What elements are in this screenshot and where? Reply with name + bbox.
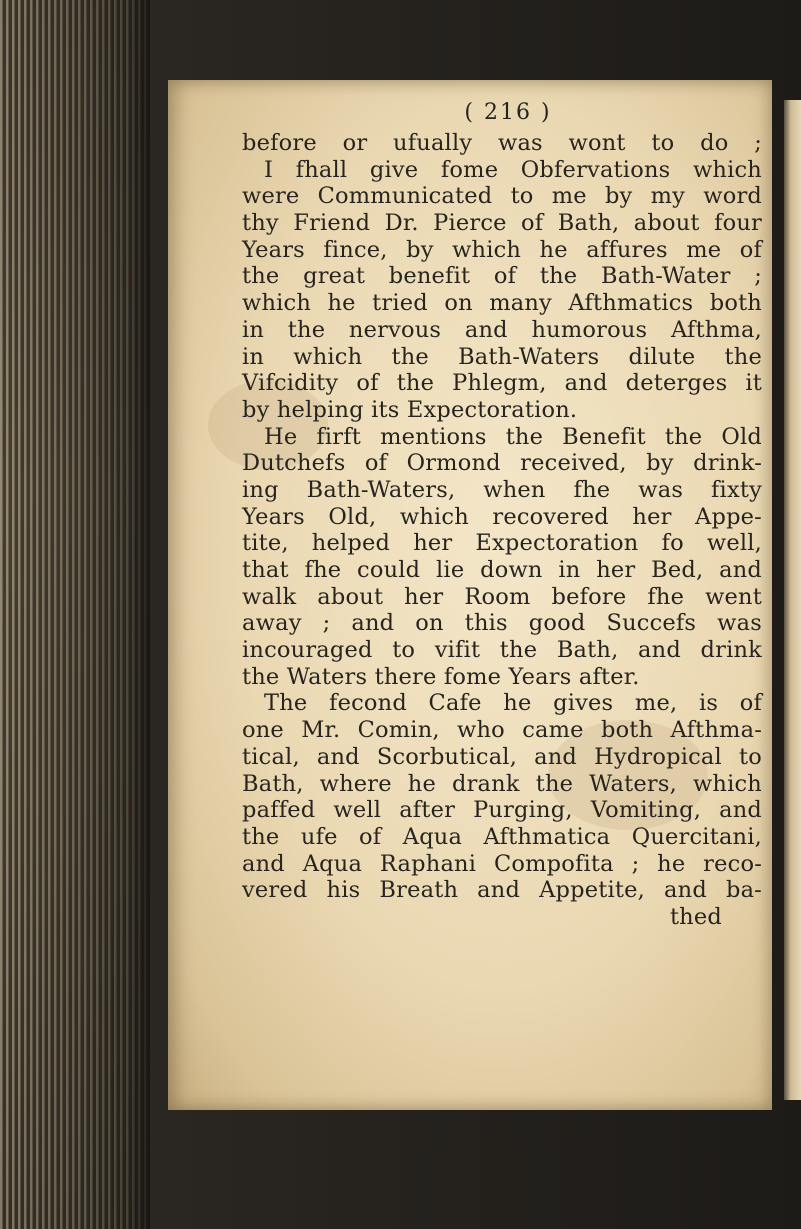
text-line: the great benefit of the Bath-Water ; bbox=[242, 263, 762, 290]
text-line: in the nervous and humorous Afthma, bbox=[242, 316, 762, 343]
text-line: Dutchefs of Ormond received, by drink- bbox=[242, 450, 762, 477]
text-line: away ; and on this good Succefs was bbox=[242, 610, 762, 637]
book-edge-left bbox=[0, 0, 150, 1229]
text-line: Years fince, by which he affures me of bbox=[242, 236, 762, 263]
text-line: the ufe of Aqua Afthmatica Quercitani, bbox=[242, 823, 762, 850]
page-text bbox=[242, 100, 762, 931]
text-line: in which the Bath-Waters dilute the bbox=[242, 343, 762, 370]
book-page bbox=[168, 80, 772, 1110]
text-line: and Aqua Raphani Compofita ; he reco- bbox=[242, 850, 762, 877]
text-line: Vifcidity of the Phlegm, and deterges it bbox=[242, 370, 762, 397]
text-line: Years Old, which recovered her Appe- bbox=[242, 503, 762, 530]
text-line: walk about her Room before fhe went bbox=[242, 583, 762, 610]
text-line: tical, and Scorbutical, and Hydropical to bbox=[242, 743, 762, 770]
text-line: paffed well after Purging, Vomiting, and bbox=[242, 797, 762, 824]
text-lines bbox=[242, 130, 762, 904]
text-line: one Mr. Comin, who came both Afthma- bbox=[242, 717, 762, 744]
text-line: that fhe could lie down in her Bed, and bbox=[242, 557, 762, 583]
text-line: Bath, where he drank the Waters, which bbox=[242, 770, 762, 797]
page-number-header: ( 216 ) bbox=[464, 100, 552, 125]
text-line: ing Bath-Waters, when fhe was fixty bbox=[242, 476, 762, 503]
text-line: He firft mentions the Benefit the Old bbox=[264, 423, 762, 450]
text-line: which he tried on many Afthmatics both bbox=[242, 290, 762, 317]
catchword: thed bbox=[669, 903, 722, 930]
text-line: before or ufually was wont to do ; bbox=[242, 130, 762, 156]
text-line: were Communicated to me by my word bbox=[242, 183, 762, 210]
facing-page-edge bbox=[784, 100, 801, 1100]
text-line: thy Friend Dr. Pierce of Bath, about four bbox=[242, 210, 762, 237]
text-line: I fhall give fome Obfervations which bbox=[264, 156, 762, 183]
text-line: incouraged to vifit the Bath, and drink bbox=[242, 637, 762, 664]
text-line: by helping its Expectoration. bbox=[242, 396, 578, 423]
text-line: vered his Breath and Appetite, and ba- bbox=[242, 877, 762, 904]
text-line: The fecond Cafe he gives me, is of bbox=[264, 690, 762, 717]
text-line: tite, helped her Expectoration fo well, bbox=[242, 530, 762, 557]
text-line: the Waters there fome Years after. bbox=[242, 663, 640, 690]
